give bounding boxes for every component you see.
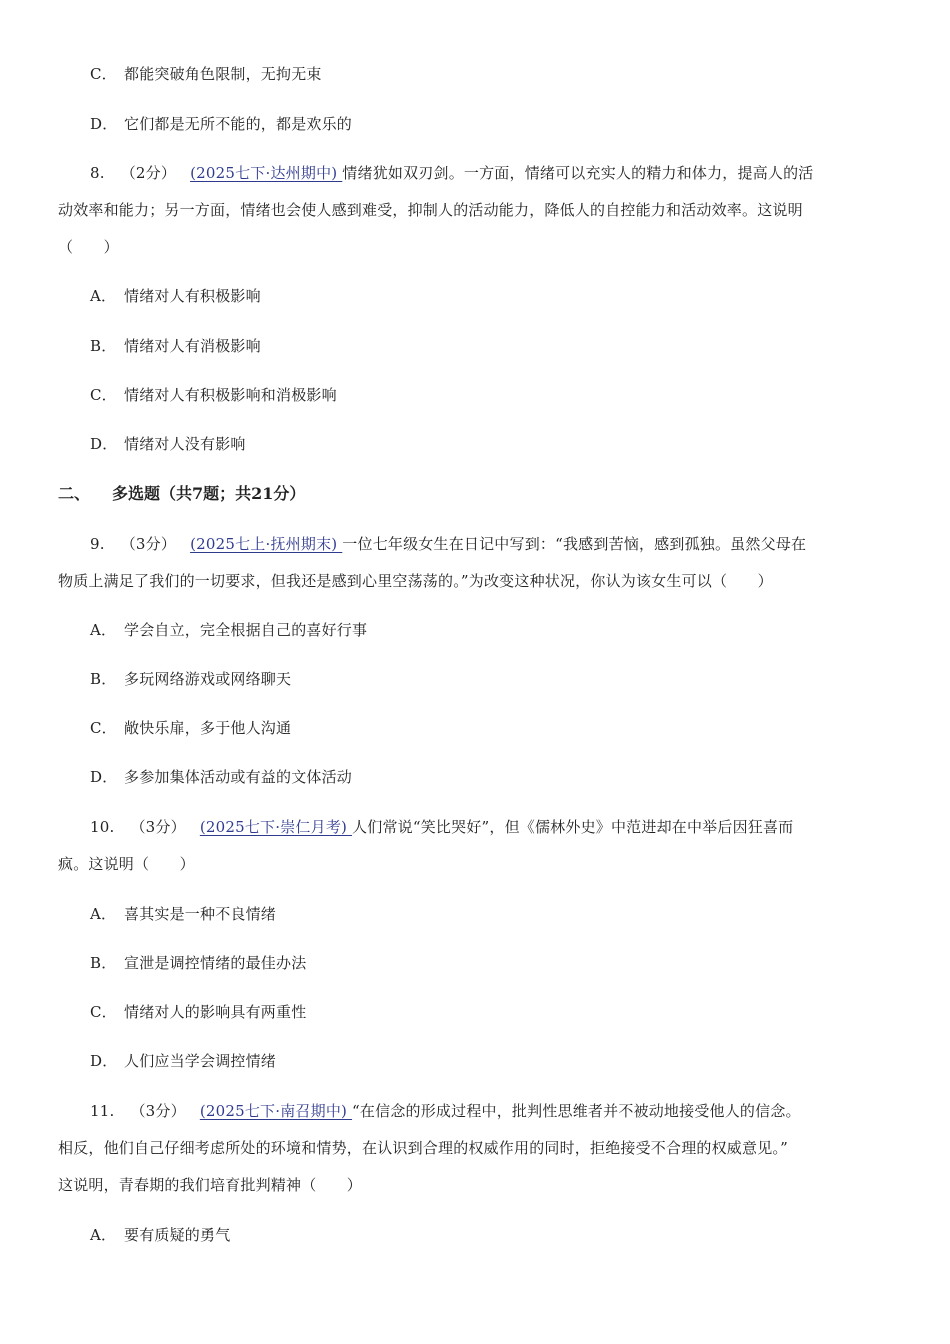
- q9-stem-line1: [90, 534, 806, 554]
- option-letter: B．: [90, 670, 117, 688]
- question-source-link[interactable]: (2025七下·崇仁月考): [199, 818, 353, 836]
- option-letter: D．: [90, 115, 118, 133]
- question-score: （2分）: [120, 164, 177, 182]
- question-text: 情绪犹如双刃剑。一方面，情绪可以充实人的精力和体力，提高人的活: [342, 164, 814, 182]
- q8-stem-line1: [90, 163, 814, 183]
- option-text: 人们应当学会调控情绪: [124, 1052, 277, 1070]
- q9-option-d: [90, 767, 352, 787]
- q10-option-a: [90, 904, 276, 924]
- option-text: 情绪对人没有影响: [124, 435, 246, 453]
- q7-option-c: [90, 64, 322, 84]
- q8-option-d: [90, 434, 246, 454]
- section-heading: [58, 484, 305, 504]
- option-letter: A．: [90, 621, 117, 639]
- question-source-link[interactable]: (2025七上·抚州期末): [190, 535, 343, 553]
- q8-option-c: [90, 385, 337, 405]
- option-text: 都能突破角色限制，无拘无束: [124, 65, 322, 83]
- option-letter: A．: [90, 287, 117, 305]
- option-letter: C．: [90, 719, 117, 737]
- q10-stem-line2: 疯。这说明（ ）: [58, 855, 195, 873]
- question-text: 人们常说“笑比哭好”，但《儒林外史》中范进却在中举后因狂喜而: [352, 818, 794, 836]
- question-text: 一位七年级女生在日记中写到：“我感到苦恼，感到孤独。虽然父母在: [342, 535, 807, 553]
- q8-option-b: [90, 336, 261, 356]
- q8-stem-line3: （ ）: [58, 238, 119, 256]
- q9-option-b: [90, 669, 291, 689]
- question-source-link[interactable]: (2025七下·达州期中): [190, 164, 343, 182]
- option-letter: C．: [90, 1003, 117, 1021]
- option-text: 情绪对人有积极影响和消极影响: [124, 386, 337, 404]
- question-number: 8.: [90, 164, 105, 182]
- option-text: 情绪对人的影响具有两重性: [124, 1003, 307, 1021]
- question-text: “在信念的形成过程中，批判性思维者并不被动地接受他人的信念。: [352, 1102, 801, 1120]
- section-number: 二、: [58, 484, 91, 503]
- q11-stem-line3: 这说明，青春期的我们培育批判精神（ ）: [58, 1176, 363, 1194]
- q8-stem-line2: 动效率和能力；另一方面，情绪也会使人感到难受，抑制人的活动能力，降低人的自控能力和活动效率。这说明: [58, 201, 803, 219]
- q8-option-a: [90, 286, 261, 306]
- q10-option-c: [90, 1002, 306, 1022]
- q9-option-a: [90, 620, 367, 640]
- q10-stem-line1: [90, 817, 793, 837]
- option-letter: B．: [90, 954, 117, 972]
- option-text: 情绪对人有积极影响: [124, 287, 261, 305]
- option-text: 多参加集体活动或有益的文体活动: [124, 768, 353, 786]
- option-letter: C．: [90, 386, 117, 404]
- option-text: 喜其实是一种不良情绪: [124, 905, 277, 923]
- q9-option-c: [90, 718, 291, 738]
- question-score: （3分）: [130, 1102, 186, 1120]
- q7-option-d: [90, 114, 352, 134]
- q10-option-d: [90, 1051, 276, 1071]
- option-letter: B．: [90, 337, 117, 355]
- option-letter: D．: [90, 1052, 118, 1070]
- option-text: 它们都是无所不能的，都是欢乐的: [124, 115, 353, 133]
- question-number: 9.: [90, 535, 105, 553]
- q11-stem-line1: [90, 1101, 801, 1121]
- q9-stem-line2: 物质上满足了我们的一切要求，但我还是感到心里空荡荡的。”为改变这种状况，你认为该女生可以（ ）: [58, 572, 773, 590]
- q11-stem-line2: 相反，他们自己仔细考虑所处的环境和情势，在认识到合理的权威作用的同时，拒绝接受不合理的权威意见。”: [58, 1139, 788, 1157]
- option-text: 情绪对人有消极影响: [124, 337, 261, 355]
- option-letter: A．: [90, 905, 117, 923]
- q10-option-b: [90, 953, 306, 973]
- option-text: 要有质疑的勇气: [124, 1226, 231, 1244]
- option-letter: D．: [90, 768, 118, 786]
- q11-option-a: [90, 1225, 230, 1245]
- option-text: 学会自立，完全根据自己的喜好行事: [124, 621, 368, 639]
- option-text: 多玩网络游戏或网络聊天: [124, 670, 292, 688]
- option-text: 宣泄是调控情绪的最佳办法: [124, 954, 307, 972]
- question-number: 10.: [90, 818, 115, 836]
- option-letter: D．: [90, 435, 118, 453]
- option-letter: A．: [90, 1226, 117, 1244]
- question-source-link[interactable]: (2025七下·南召期中): [199, 1102, 353, 1120]
- option-letter: C．: [90, 65, 117, 83]
- question-number: 11.: [90, 1102, 115, 1120]
- option-text: 敞快乐扉，多于他人沟通: [124, 719, 292, 737]
- question-score: （3分）: [120, 535, 177, 553]
- section-title: 多选题（共7题；共21分）: [112, 484, 306, 503]
- question-score: （3分）: [130, 818, 186, 836]
